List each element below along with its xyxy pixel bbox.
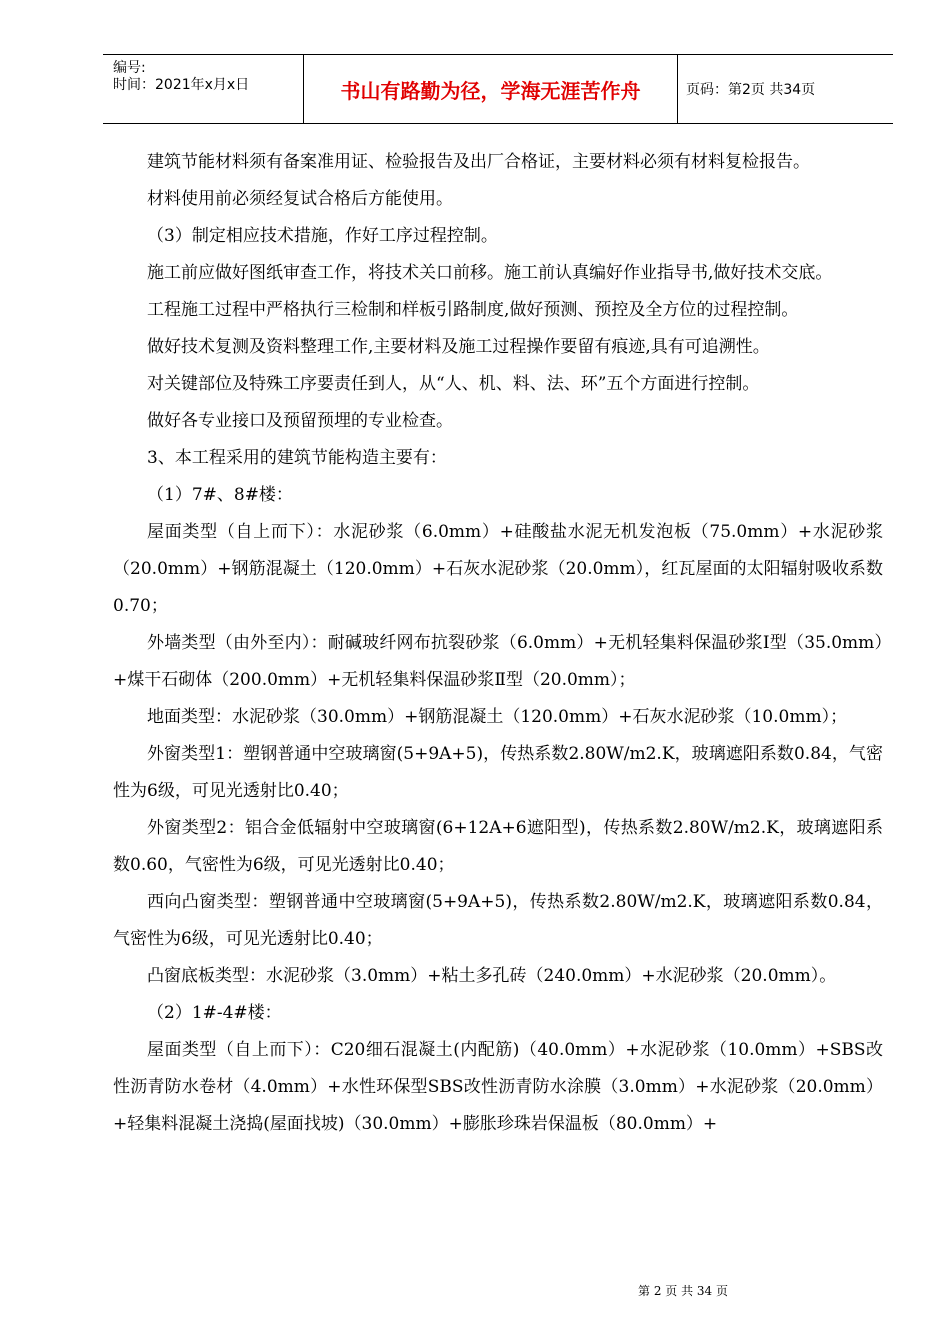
paragraph: 外窗类型2：铝合金低辐射中空玻璃窗(6+12A+6遮阳型)，传热系数2.80W/m2.K，玻璃遮阳系数0.60，气密性为6级，可见光透射比0.40； [113, 818, 883, 875]
document-header [103, 54, 893, 124]
document-body [113, 144, 883, 1143]
paragraph: （3）制定相应技术措施，作好工序过程控制。 [147, 226, 498, 246]
number-label: 编号: [113, 60, 146, 76]
paragraph: 工程施工过程中严格执行三检制和样板引路制度,做好预测、预控及全方位的过程控制。 [147, 300, 799, 320]
header-motto: 书山有路勤为径，学海无涯苦作舟 [303, 55, 678, 123]
paragraph: 屋面类型（自上而下）：C20细石混凝土(内配筋)（40.0mm）+水泥砂浆（10.0mm）+SBS改性沥青防水卷材（4.0mm）+水性环保型SBS改性沥青防水涂膜（3.0mm）+水泥砂浆（20.0mm）+轻集料混凝土浇捣(屋面找坡)（30.0mm）+膨胀珍珠岩保温板（80.0mm）+ [113, 1040, 883, 1134]
paragraph: 建筑节能材料须有备案准用证、检验报告及出厂合格证，主要材料必须有材料复检报告。 [147, 152, 810, 172]
paragraph: （2）1#-4#楼： [147, 1003, 282, 1023]
paragraph: 外窗类型1：塑钢普通中空玻璃窗(5+9A+5)，传热系数2.80W/m2.K，玻璃遮阳系数0.84，气密性为6级，可见光透射比0.40； [113, 744, 883, 801]
page-footer: 第 2 页 共 34 页 [638, 1284, 728, 1298]
paragraph: 对关键部位及特殊工序要责任到人，从“人、机、料、法、环”五个方面进行控制。 [147, 374, 760, 394]
header-page-info: 页码：第2页 共34页 [686, 82, 816, 98]
paragraph: 做好各专业接口及预留预埋的专业检查。 [147, 411, 453, 431]
paragraph: 施工前应做好图纸审查工作，将技术关口前移。施工前认真编好作业指导书,做好技术交底。 [147, 263, 833, 283]
header-meta [103, 55, 303, 123]
paragraph: 3、本工程采用的建筑节能构造主要有： [147, 448, 447, 468]
paragraph: 外墙类型（由外至内）：耐碱玻纤网布抗裂砂浆（6.0mm）+无机轻集料保温砂浆I型（35.0mm）+煤干石砌体（200.0mm）+无机轻集料保温砂浆Ⅱ型（20.0mm）； [113, 633, 883, 690]
paragraph: （1）7#、8#楼： [147, 485, 293, 505]
time-label: 时间：2021年x月x日 [113, 77, 250, 93]
paragraph: 地面类型：水泥砂浆（30.0mm）+钢筋混凝土（120.0mm）+石灰水泥砂浆（10.0mm）； [147, 707, 848, 727]
paragraph: 凸窗底板类型：水泥砂浆（3.0mm）+粘土多孔砖（240.0mm）+水泥砂浆（20.0mm）。 [147, 966, 837, 986]
paragraph: 西向凸窗类型：塑钢普通中空玻璃窗(5+9A+5)，传热系数2.80W/m2.K，玻璃遮阳系数0.84，气密性为6级，可见光透射比0.40； [113, 892, 883, 949]
paragraph: 屋面类型（自上而下）：水泥砂浆（6.0mm）+硅酸盐水泥无机发泡板（75.0mm）+水泥砂浆（20.0mm）+钢筋混凝土（120.0mm）+石灰水泥砂浆（20.0mm），红瓦屋面的太阳辐射吸收系数0.70； [113, 522, 883, 616]
paragraph: 材料使用前必须经复试合格后方能使用。 [147, 189, 453, 209]
paragraph: 做好技术复测及资料整理工作,主要材料及施工过程操作要留有痕迹,具有可追溯性。 [147, 337, 770, 357]
